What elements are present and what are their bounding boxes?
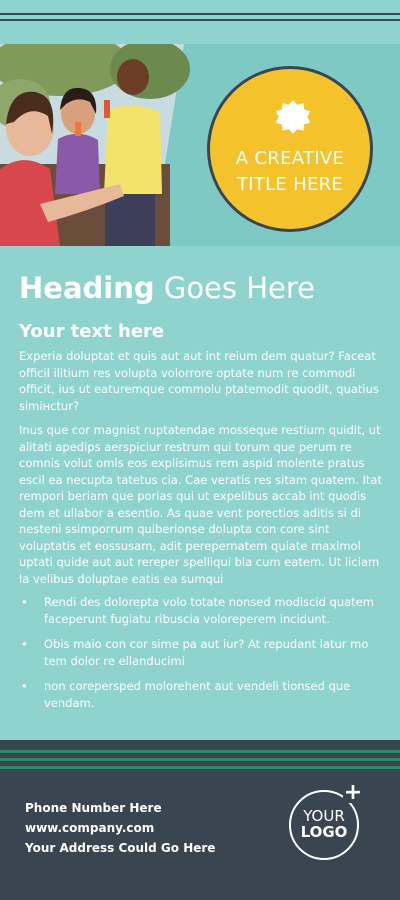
top-rule-2 (0, 19, 400, 21)
list-item: • Rendi des dolorepta volo totate nonsed modiscid quatem faceperunt fugiatu ribuscia voloreperem incidunt. (21, 595, 374, 626)
bullet-dot-icon: • (21, 637, 28, 651)
bullet-dot-icon: • (21, 679, 28, 693)
list-item: • Obis maio con cor sime pa aut iur? At repudant latur mo tem dolor re ellanducimi (21, 637, 369, 668)
starburst-icon (273, 97, 313, 137)
heading-light: Goes Here (163, 271, 316, 305)
footer-stripe-3 (0, 766, 400, 769)
phone-number: Phone Number Here (25, 801, 162, 815)
body-paragraph-2: Inus que cor magnist ruptatendae mosseque restium quidit, ut alitati apedips aerspiciur restrum qui torum que perum re comnis volut omls eos explisimus rem aspid molente pratus escil ea necupta tatetus cia. Cae veratis res sitam quatem. Itat rempori beriam que porias qui ut expelibus accab int quodis dem et ullabor a esentio. As quae vent porectios aditis si di nesteni ssimporrum quiberionse dolupta con core sint voluptatis et eossusam, adit perepernatem quiate maximol uptati quide aut aut rereper spelliqui bla cum eatem. Ut liciam la velibus doluptae eatis ea sumqui (19, 423, 382, 586)
plus-icon: + (343, 780, 363, 805)
footer (0, 740, 400, 900)
logo-line-1: YOUR (303, 807, 345, 825)
badge-title: A CREATIVE TITLE HERE (235, 148, 345, 195)
footer-stripe-1 (0, 750, 400, 753)
body-paragraph-1: Experia doluptat et quis aut aut int reium dem quatur? Faceat officil ilitium res volupta volorrore optate num re commodi officit, ius ut eaturemque commolu ptatemodit quodit, quatius simінctur? (19, 349, 379, 413)
bullet-list (19, 594, 385, 720)
list-item: • non corepersped molorehent aut vendeli tionsed que vendam. (21, 679, 351, 710)
company-logo (289, 780, 363, 860)
footer-stripe-2 (0, 758, 400, 761)
logo-line-2: LOGO (300, 823, 348, 841)
top-rule-1 (0, 13, 400, 15)
contact-info (25, 798, 215, 858)
title-badge (207, 66, 373, 232)
subheading: Your text here (19, 321, 165, 342)
heading-bold: Heading (19, 271, 155, 305)
bullet-dot-icon: • (21, 595, 28, 609)
website-link[interactable]: www.company.com (25, 821, 155, 835)
address: Your Address Could Go Here (25, 841, 216, 855)
page-heading (19, 270, 315, 306)
